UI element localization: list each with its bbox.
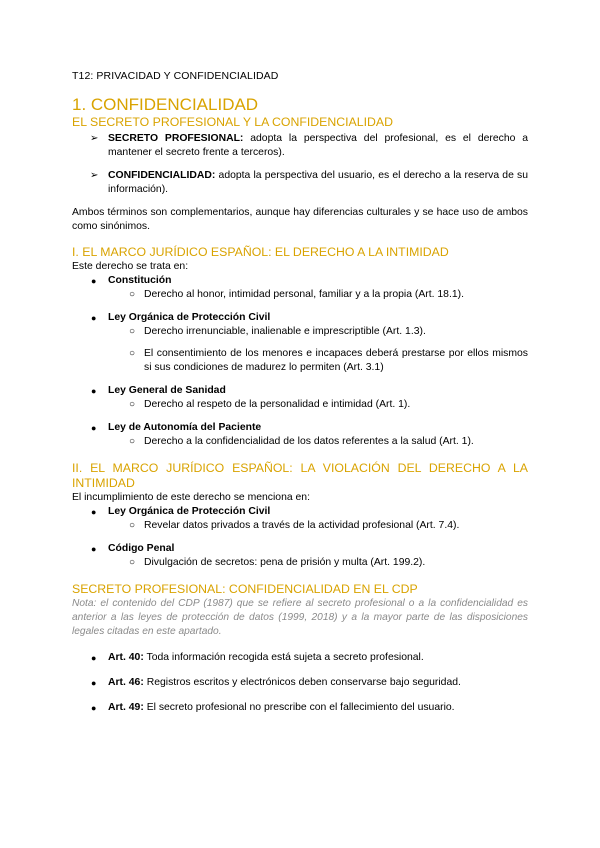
section-cdp xyxy=(72,582,528,715)
section-lead: El incumplimiento de este derecho se menciona en: xyxy=(72,492,310,503)
law-name: Ley de Autonomía del Paciente xyxy=(108,422,262,433)
section-heading: SECRETO PROFESIONAL: CONFIDENCIALIDAD EN EL CDP xyxy=(72,582,418,596)
law-name: Ley General de Sanidad xyxy=(108,385,226,396)
bullet-icon: ● xyxy=(91,313,97,323)
section-heading: I. EL MARCO JURÍDICO ESPAÑOL: EL DERECHO A LA INTIMIDAD xyxy=(72,245,449,259)
law-subitem xyxy=(108,398,528,412)
article-item xyxy=(72,701,528,715)
law-item xyxy=(72,542,528,570)
bullet-icon: ● xyxy=(91,544,97,554)
article-number: Art. 49: xyxy=(108,702,144,713)
law-item xyxy=(72,274,528,302)
bullet-icon: ● xyxy=(91,703,97,713)
law-sublist xyxy=(108,288,528,302)
law-subitem xyxy=(108,347,528,375)
circle-bullet-icon: ○ xyxy=(129,289,136,300)
article-item xyxy=(72,651,528,665)
arrow-bullet-icon: ➢ xyxy=(90,170,99,181)
definition-term: SECRETO PROFESIONAL: xyxy=(108,133,244,144)
law-sublist xyxy=(108,435,528,449)
article-number: Art. 40: xyxy=(108,652,144,663)
note-paragraph: Nota: el contenido del CDP (1987) que se refiere al secreto profesional o a la confidencialidad es anterior a las leyes de protección de datos (1999, 2018) y a la mayor parte de las disposiciones legales citadas en este apartado. xyxy=(72,598,528,637)
law-item xyxy=(72,384,528,412)
law-item xyxy=(72,505,528,533)
bullet-icon: ● xyxy=(91,507,97,517)
document-title: T12: PRIVACIDAD Y CONFIDENCIALIDAD xyxy=(72,70,279,82)
definition-text: adopta la perspectiva del profesional, es el derecho a mantener el secreto frente a terceros). xyxy=(108,133,528,158)
article-text: Toda información recogida está sujeta a secreto profesional. xyxy=(143,652,424,663)
law-subitem-text: Derecho al honor, intimidad personal, familiar y a la propia (Art. 18.1). xyxy=(144,289,464,300)
bullet-icon: ● xyxy=(91,386,97,396)
law-item xyxy=(72,311,528,375)
article-item xyxy=(72,676,528,690)
article-text: Registros escritos y electrónicos deben conservarse bajo seguridad. xyxy=(143,677,461,688)
article-list xyxy=(72,651,528,715)
law-sublist xyxy=(108,398,528,412)
section-lead: Este derecho se trata en: xyxy=(72,261,189,272)
circle-bullet-icon: ○ xyxy=(129,557,136,568)
definition-term: CONFIDENCIALIDAD: xyxy=(108,170,216,181)
law-subitem xyxy=(108,519,528,533)
circle-bullet-icon: ○ xyxy=(129,399,136,410)
law-subitem-text: Derecho irrenunciable, inalienable e imprescriptible (Art. 1.3). xyxy=(144,326,426,337)
law-name: Ley Orgánica de Protección Civil xyxy=(108,506,271,517)
law-subitem xyxy=(108,435,528,449)
law-list xyxy=(72,274,528,449)
law-name: Ley Orgánica de Protección Civil xyxy=(108,312,271,323)
definition-list xyxy=(72,132,528,197)
law-subitem-text: Derecho al respeto de la personalidad e intimidad (Art. 1). xyxy=(144,399,411,410)
law-subitem-text: Derecho a la confidencialidad de los datos referentes a la salud (Art. 1). xyxy=(144,436,474,447)
circle-bullet-icon: ○ xyxy=(129,520,136,531)
definition-text: adopta la perspectiva del usuario, es el derecho a la reserva de su información). xyxy=(108,170,528,195)
document-page xyxy=(72,70,528,715)
law-name: Constitución xyxy=(108,275,172,286)
chapter-heading: 1. CONFIDENCIALIDAD xyxy=(72,95,259,114)
law-subitem xyxy=(108,556,528,570)
law-subitem xyxy=(108,288,528,302)
paragraph: Ambos términos son complementarios, aunque hay diferencias culturales y se hace uso de ambos como sinónimos. xyxy=(72,207,528,232)
law-item xyxy=(72,421,528,449)
circle-bullet-icon: ○ xyxy=(129,348,136,359)
law-subitem xyxy=(108,325,528,339)
law-subitem-text: Revelar datos privados a través de la actividad profesional (Art. 7.4). xyxy=(144,520,460,531)
section-heading: II. EL MARCO JURÍDICO ESPAÑOL: LA VIOLACIÓN DEL DERECHO A LA INTIMIDAD xyxy=(72,461,528,490)
law-name: Código Penal xyxy=(108,543,175,554)
arrow-bullet-icon: ➢ xyxy=(90,133,99,144)
law-list xyxy=(72,505,528,570)
bullet-icon: ● xyxy=(91,653,97,663)
law-subitem-text: Divulgación de secretos: pena de prisión y multa (Art. 199.2). xyxy=(144,557,426,568)
subsection-heading-secreto: EL SECRETO PROFESIONAL Y LA CONFIDENCIALIDAD xyxy=(72,115,393,129)
article-number: Art. 46: xyxy=(108,677,144,688)
bullet-icon: ● xyxy=(91,423,97,433)
section-violacion-derecho xyxy=(72,461,528,570)
article-text: El secreto profesional no prescribe con el fallecimiento del usuario. xyxy=(143,702,455,713)
section-derecho-intimidad xyxy=(72,245,528,449)
bullet-icon: ● xyxy=(91,678,97,688)
law-sublist xyxy=(108,325,528,375)
law-sublist xyxy=(108,519,528,533)
bullet-icon: ● xyxy=(91,276,97,286)
law-subitem-text: El consentimiento de los menores e incapaces deberá prestarse por ellos mismos si sus condiciones de madurez lo permiten (Art. 3.1) xyxy=(144,348,528,373)
definition-item xyxy=(72,132,528,160)
definition-item xyxy=(72,169,528,197)
circle-bullet-icon: ○ xyxy=(129,326,136,337)
circle-bullet-icon: ○ xyxy=(129,436,136,447)
law-sublist xyxy=(108,556,528,570)
